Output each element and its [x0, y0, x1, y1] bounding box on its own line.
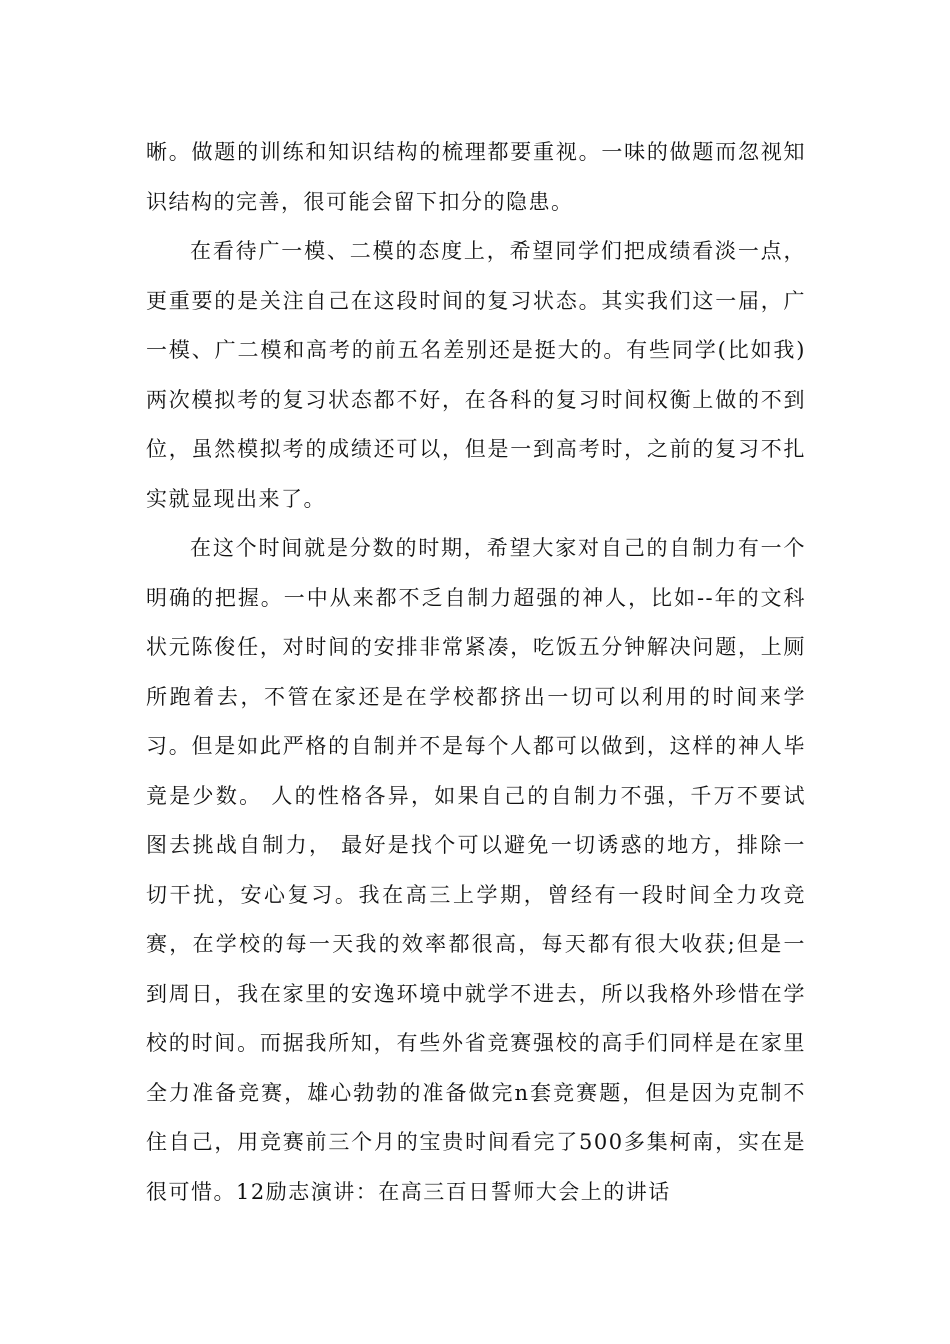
paragraph-3: 在这个时间就是分数的时期，希望大家对自己的自制力有一个明确的把握。一中从来都不乏自制力超强的神人，比如--年的文科状元陈俊任，对时间的安排非常紧凑，吃饭五分钟解决问题，上厕所跑着去，不管在家还是在学校都挤出一切可以利用的时间来学习。但是如此严格的自制并不是每个人都可以做到，这样的神人毕竟是少数。 人的性格各异，如果自己的自制力不强，千万不要试图去挑战自制力， 最好是找个可以避免一切诱惑的地方，排除一切干扰，安心复习。我在高三上学期，曾经有一段时间全力攻竞赛，在学校的每一天我的效率都很高，每天都有很大收获;但是一到周日，我在家里的安逸环境中就学不进去，所以我格外珍惜在学校的时间。而据我所知，有些外省竞赛强校的高手们同样是在家里全力准备竞赛，雄心勃勃的准备做完n套竞赛题，但是因为克制不住自己，用竞赛前三个月的宝贵时间看完了500多集柯南，实在是很可惜。12励志演讲：在高三百日誓师大会上的讲话	[146, 536, 806, 1204]
paragraph-2: 在看待广一模、二模的态度上，希望同学们把成绩看淡一点，更重要的是关注自己在这段时间的复习状态。其实我们这一届，广一模、广二模和高考的前五名差别还是挺大的。有些同学(比如我)两次模拟考的复习状态都不好，在各科的复习时间权衡上做的不到位，虽然模拟考的成绩还可以，但是一到高考时，之前的复习不扎实就显现出来了。	[146, 239, 806, 511]
paragraph-1: 晰。做题的训练和知识结构的梳理都要重视。一味的做题而忽视知识结构的完善，很可能会留下扣分的隐患。	[146, 140, 806, 214]
document-body	[146, 128, 806, 1217]
